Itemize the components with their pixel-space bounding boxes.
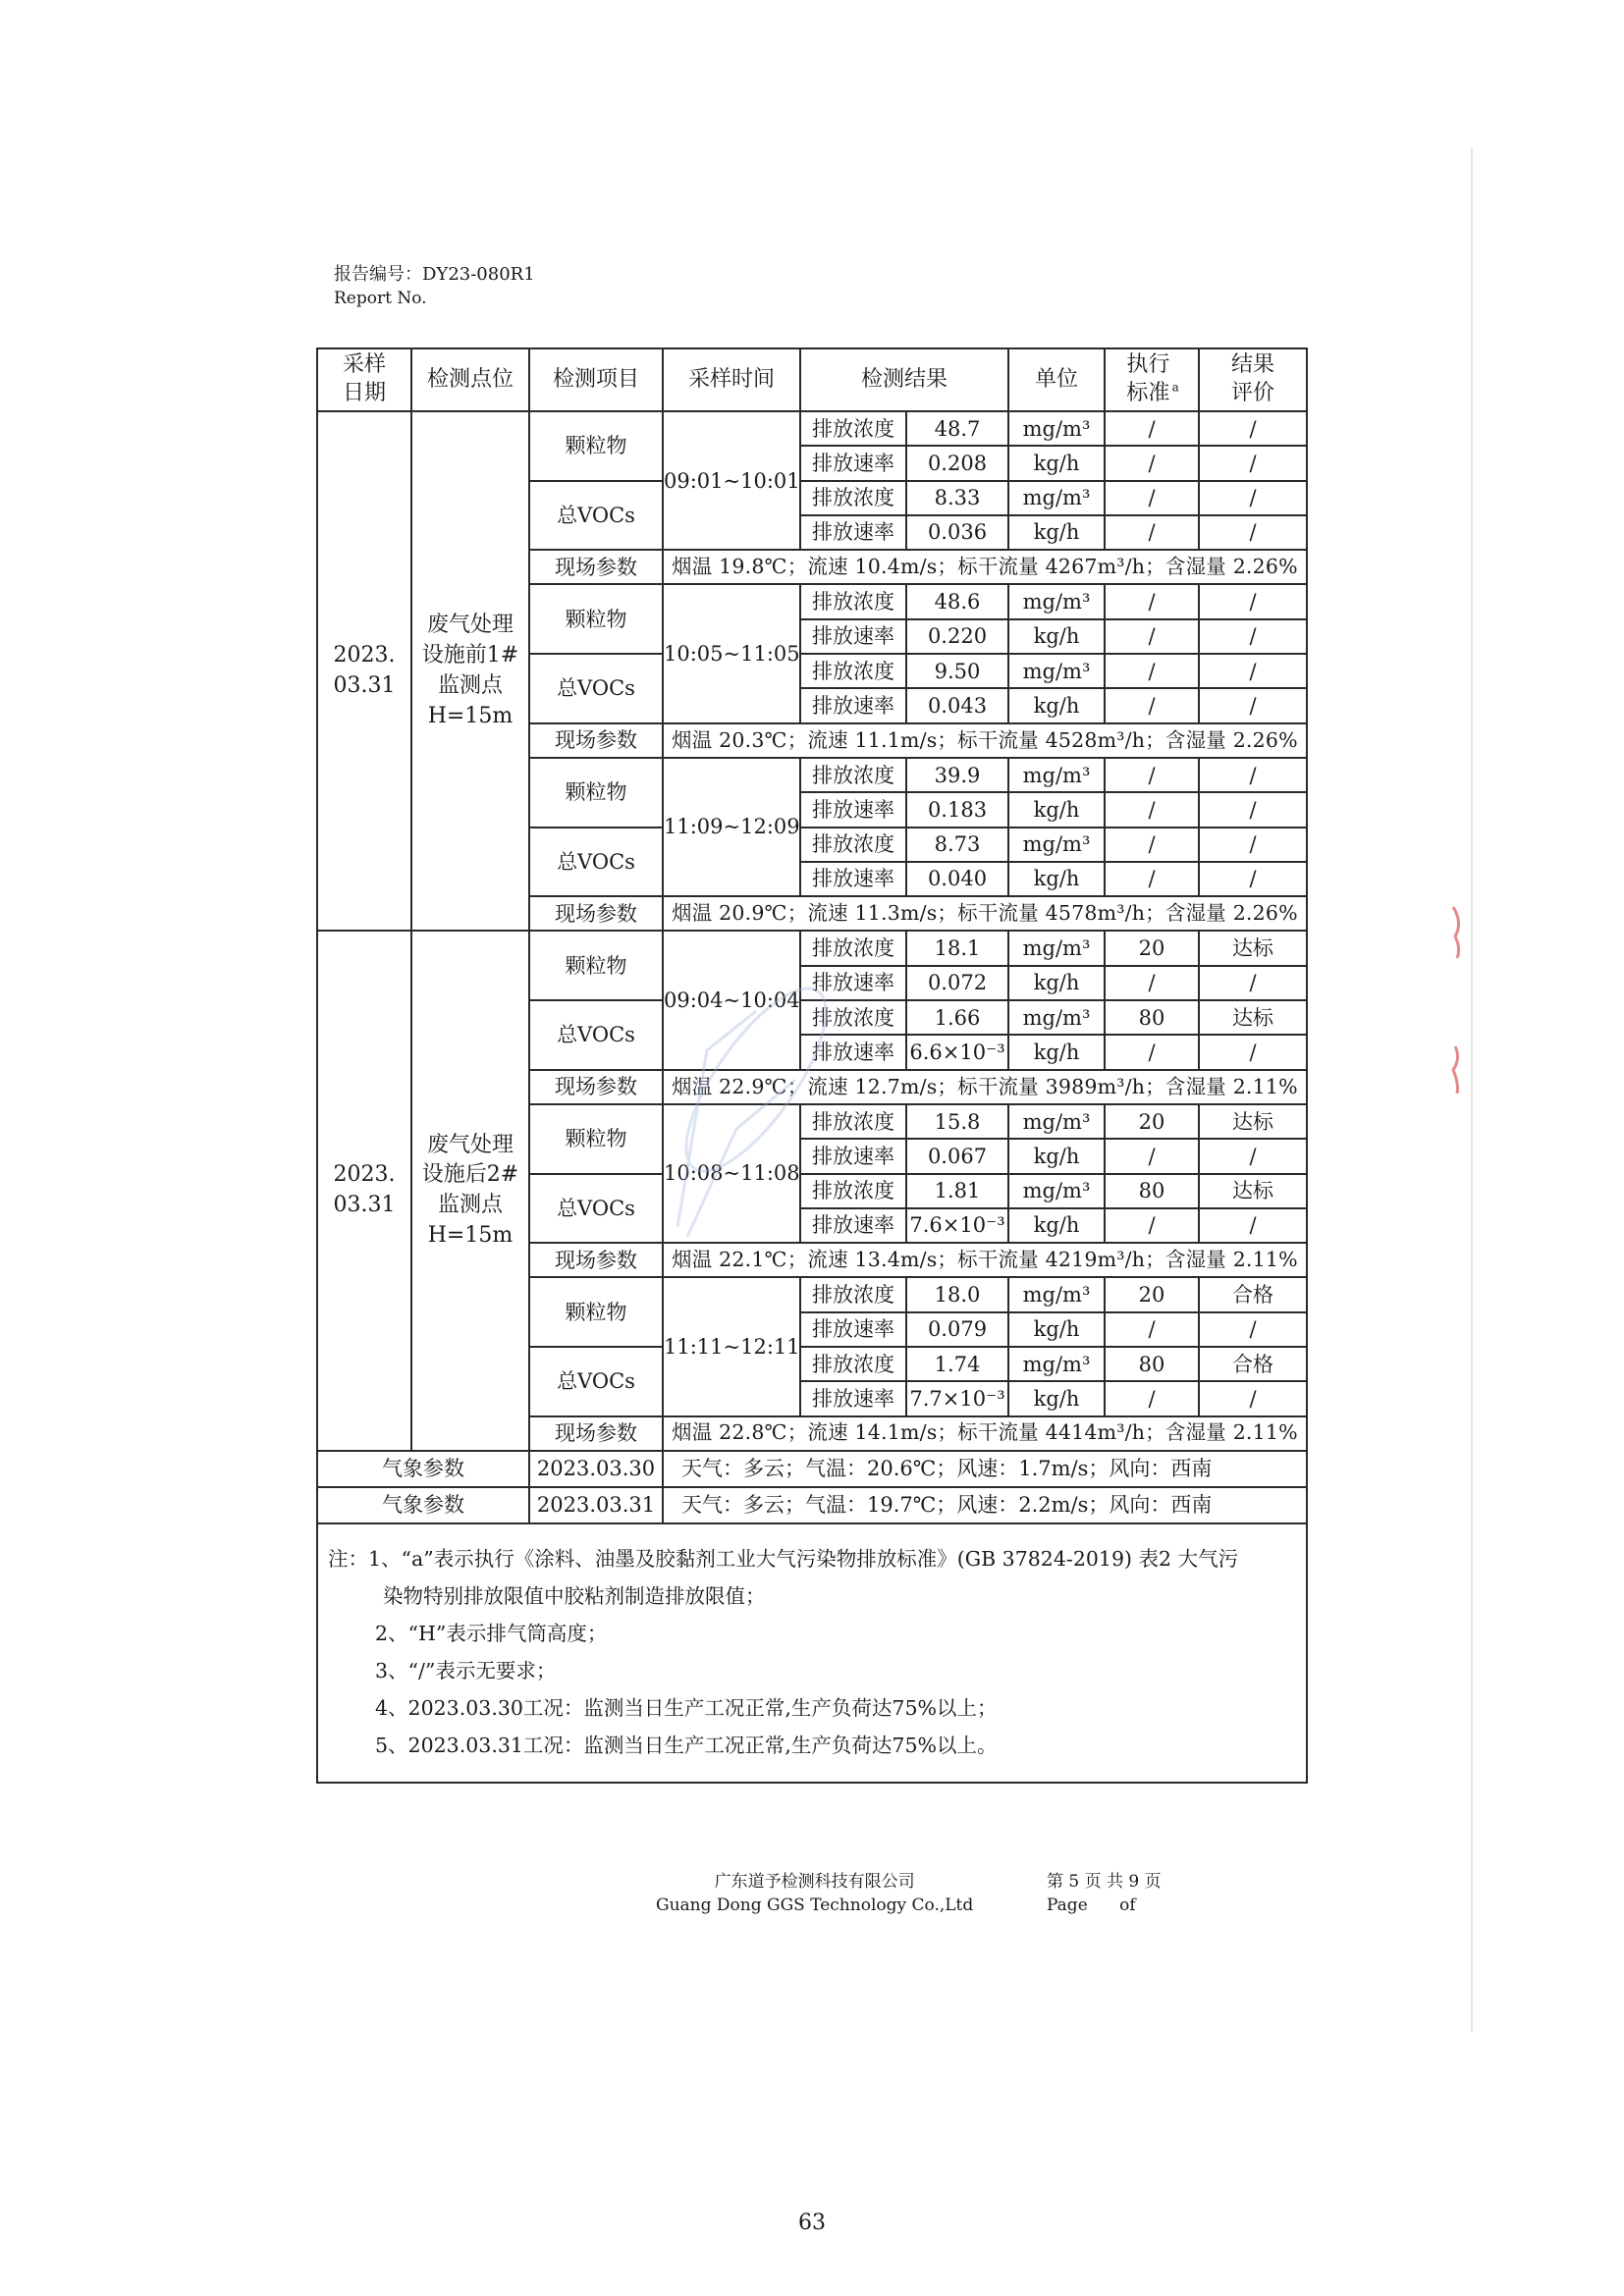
unit-cell: kg/h — [1008, 862, 1105, 896]
unit-cell: mg/m³ — [1008, 931, 1105, 965]
test-item-cell: 颗粒物 — [529, 411, 663, 481]
unit-cell: mg/m³ — [1008, 1174, 1105, 1208]
site-params-label: 现场参数 — [529, 1070, 663, 1104]
standard-cell: / — [1105, 411, 1199, 446]
standard-cell: / — [1105, 758, 1199, 792]
header-item: 检测项目 — [529, 348, 663, 411]
header-time: 采样时间 — [663, 348, 800, 411]
evaluation-cell: / — [1199, 828, 1307, 862]
unit-cell: mg/m³ — [1008, 1347, 1105, 1381]
standard-cell: / — [1105, 828, 1199, 862]
header-evaluation-text: 结果评价 — [1231, 352, 1275, 405]
report-number — [334, 263, 535, 310]
standard-cell: 20 — [1105, 931, 1199, 965]
report-number-label-en: Report No. — [334, 289, 427, 308]
header-evaluation — [1199, 348, 1307, 411]
meteorology-value: 天气：多云；气温：19.7℃；风速：2.2m/s；风向：西南 — [663, 1487, 1307, 1523]
metric-label-cell: 排放浓度 — [800, 654, 906, 688]
result-value-cell: 15.8 — [906, 1104, 1008, 1139]
header-date — [317, 348, 411, 411]
metric-label-cell: 排放浓度 — [800, 931, 906, 965]
metric-label-cell: 排放速率 — [800, 966, 906, 1000]
footer-page-cn: 第 5 页 共 9 页 — [1047, 1872, 1162, 1892]
header-standard — [1105, 348, 1199, 411]
unit-cell: kg/h — [1008, 792, 1105, 827]
evaluation-cell: / — [1199, 619, 1307, 654]
site-params-value: 烟温 22.9℃；流速 12.7m/s；标干流量 3989m³/h；含湿量 2.11% — [663, 1070, 1307, 1104]
site-params-label: 现场参数 — [529, 723, 663, 758]
metric-label-cell: 排放速率 — [800, 515, 906, 550]
unit-cell: kg/h — [1008, 688, 1105, 722]
result-value-cell: 7.7×10⁻³ — [906, 1381, 1008, 1415]
unit-cell: mg/m³ — [1008, 654, 1105, 688]
result-value-cell: 9.50 — [906, 654, 1008, 688]
metric-label-cell: 排放速率 — [800, 446, 906, 480]
test-item-cell: 总VOCs — [529, 1000, 663, 1070]
header-standard-text: 执行标准 — [1126, 352, 1170, 405]
standard-cell: 20 — [1105, 1277, 1199, 1311]
test-item-cell: 颗粒物 — [529, 1277, 663, 1347]
header-result: 检测结果 — [800, 348, 1008, 411]
site-params-label: 现场参数 — [529, 1416, 663, 1451]
sampling-time-cell: 10:05~11:05 — [663, 584, 800, 722]
page-number: 63 — [798, 2211, 826, 2235]
result-value-cell: 7.6×10⁻³ — [906, 1208, 1008, 1243]
standard-cell: / — [1105, 584, 1199, 618]
evaluation-cell: / — [1199, 792, 1307, 827]
metric-label-cell: 排放浓度 — [800, 411, 906, 446]
unit-cell: mg/m³ — [1008, 828, 1105, 862]
unit-cell: mg/m³ — [1008, 1104, 1105, 1139]
result-value-cell: 0.208 — [906, 446, 1008, 480]
metric-label-cell: 排放浓度 — [800, 1104, 906, 1139]
test-item-cell: 颗粒物 — [529, 584, 663, 654]
unit-cell: mg/m³ — [1008, 481, 1105, 515]
metric-label-cell: 排放速率 — [800, 862, 906, 896]
monitoring-site-cell: 废气处理 设施后2# 监测点 H=15m — [411, 931, 529, 1450]
result-value-cell: 8.33 — [906, 481, 1008, 515]
footer-company — [656, 1870, 973, 1917]
unit-cell: kg/h — [1008, 515, 1105, 550]
evaluation-cell: / — [1199, 966, 1307, 1000]
metric-label-cell: 排放速率 — [800, 1312, 906, 1347]
metric-label-cell: 排放速率 — [800, 792, 906, 827]
footer-company-cn: 广东道予检测科技有限公司 — [714, 1872, 915, 1892]
evaluation-cell: / — [1199, 481, 1307, 515]
note-5: 5、2023.03.31工况：监测当日生产工况正常,生产负荷达75%以上。 — [375, 1733, 998, 1757]
meteorology-date: 2023.03.30 — [529, 1451, 663, 1487]
result-value-cell: 0.072 — [906, 966, 1008, 1000]
scan-edge-line — [1471, 147, 1473, 2032]
evaluation-cell: / — [1199, 688, 1307, 722]
metric-label-cell: 排放速率 — [800, 619, 906, 654]
unit-cell: kg/h — [1008, 966, 1105, 1000]
evaluation-cell: / — [1199, 862, 1307, 896]
unit-cell: mg/m³ — [1008, 584, 1105, 618]
standard-cell: / — [1105, 446, 1199, 480]
standard-cell: 80 — [1105, 1347, 1199, 1381]
standard-cell: 20 — [1105, 1104, 1199, 1139]
result-value-cell: 39.9 — [906, 758, 1008, 792]
unit-cell: kg/h — [1008, 619, 1105, 654]
red-seal-fragment-lower — [1449, 1041, 1467, 1099]
site-params-label: 现场参数 — [529, 1243, 663, 1277]
standard-cell: / — [1105, 654, 1199, 688]
test-item-cell: 总VOCs — [529, 481, 663, 551]
meteorology-label: 气象参数 — [317, 1487, 529, 1523]
test-item-cell: 颗粒物 — [529, 931, 663, 1000]
evaluation-cell: / — [1199, 515, 1307, 550]
header-site: 检测点位 — [411, 348, 529, 411]
header-standard-sup: a — [1171, 380, 1179, 395]
metric-label-cell: 排放浓度 — [800, 1277, 906, 1311]
site-params-value: 烟温 22.1℃；流速 13.4m/s；标干流量 4219m³/h；含湿量 2.11% — [663, 1243, 1307, 1277]
evaluation-cell: 达标 — [1199, 931, 1307, 965]
unit-cell: mg/m³ — [1008, 758, 1105, 792]
metric-label-cell: 排放浓度 — [800, 758, 906, 792]
evaluation-cell: / — [1199, 584, 1307, 618]
metric-label-cell: 排放浓度 — [800, 584, 906, 618]
result-value-cell: 48.7 — [906, 411, 1008, 446]
metric-label-cell: 排放浓度 — [800, 1000, 906, 1035]
metric-label-cell: 排放速率 — [800, 1208, 906, 1243]
standard-cell: / — [1105, 515, 1199, 550]
standard-cell: / — [1105, 966, 1199, 1000]
standard-cell: / — [1105, 619, 1199, 654]
notes-row — [317, 1523, 1307, 1783]
site-params-label: 现场参数 — [529, 896, 663, 931]
evaluation-cell: / — [1199, 1035, 1307, 1069]
evaluation-cell: / — [1199, 1139, 1307, 1173]
evaluation-cell: 合格 — [1199, 1347, 1307, 1381]
unit-cell: mg/m³ — [1008, 411, 1105, 446]
header-date-text: 采样日期 — [342, 352, 386, 405]
standard-cell: / — [1105, 1035, 1199, 1069]
footer-page-en: Page of — [1047, 1896, 1136, 1915]
evaluation-cell: / — [1199, 1208, 1307, 1243]
unit-cell: kg/h — [1008, 446, 1105, 480]
note-1-continued: 染物特别排放限值中胶粘剂制造排放限值； — [383, 1583, 766, 1608]
evaluation-cell: / — [1199, 758, 1307, 792]
result-value-cell: 0.067 — [906, 1139, 1008, 1173]
result-value-cell: 0.043 — [906, 688, 1008, 722]
meteorology-label: 气象参数 — [317, 1451, 529, 1487]
evaluation-cell: / — [1199, 1381, 1307, 1415]
meteorology-row — [317, 1451, 1307, 1487]
standard-cell: / — [1105, 1381, 1199, 1415]
footer-company-en: Guang Dong GGS Technology Co.,Ltd — [656, 1896, 974, 1915]
evaluation-cell: / — [1199, 411, 1307, 446]
unit-cell: kg/h — [1008, 1208, 1105, 1243]
note-3: 3、“/”表示无要求； — [375, 1658, 557, 1682]
site-params-value: 烟温 22.8℃；流速 14.1m/s；标干流量 4414m³/h；含湿量 2.11% — [663, 1416, 1307, 1451]
evaluation-cell: / — [1199, 1312, 1307, 1347]
unit-cell: mg/m³ — [1008, 1000, 1105, 1035]
company-stamp-watermark — [648, 933, 844, 1266]
metric-label-cell: 排放浓度 — [800, 1174, 906, 1208]
standard-cell: / — [1105, 1208, 1199, 1243]
evaluation-cell: / — [1199, 446, 1307, 480]
result-value-cell: 0.220 — [906, 619, 1008, 654]
red-seal-fragment-upper — [1449, 903, 1467, 962]
unit-cell: kg/h — [1008, 1139, 1105, 1173]
unit-cell: mg/m³ — [1008, 1277, 1105, 1311]
site-params-value: 烟温 19.8℃；流速 10.4m/s；标干流量 4267m³/h；含湿量 2.26% — [663, 550, 1307, 584]
metric-label-cell: 排放速率 — [800, 1139, 906, 1173]
result-value-cell: 1.81 — [906, 1174, 1008, 1208]
sampling-time-cell: 09:01~10:01 — [663, 411, 800, 550]
site-params-value: 烟温 20.9℃；流速 11.3m/s；标干流量 4578m³/h；含湿量 2.26% — [663, 896, 1307, 931]
result-value-cell: 8.73 — [906, 828, 1008, 862]
result-value-cell: 0.183 — [906, 792, 1008, 827]
evaluation-cell: 合格 — [1199, 1277, 1307, 1311]
metric-label-cell: 排放速率 — [800, 688, 906, 722]
header-unit: 单位 — [1008, 348, 1105, 411]
test-item-cell: 总VOCs — [529, 1347, 663, 1416]
evaluation-cell: 达标 — [1199, 1174, 1307, 1208]
table-row — [317, 411, 1307, 446]
result-value-cell: 0.040 — [906, 862, 1008, 896]
note-4: 4、2023.03.30工况：监测当日生产工况正常,生产负荷达75%以上； — [375, 1695, 998, 1720]
sampling-time-cell: 10:08~11:08 — [663, 1104, 800, 1243]
footer-pager — [1047, 1870, 1162, 1917]
sampling-time-cell: 11:09~12:09 — [663, 758, 800, 896]
standard-cell: / — [1105, 1139, 1199, 1173]
unit-cell: kg/h — [1008, 1035, 1105, 1069]
test-item-cell: 总VOCs — [529, 1174, 663, 1244]
standard-cell: 80 — [1105, 1000, 1199, 1035]
meteorology-value: 天气：多云；气温：20.6℃；风速：1.7m/s；风向：西南 — [663, 1451, 1307, 1487]
standard-cell: / — [1105, 481, 1199, 515]
note-1: 注：1、“a”表示执行《涂料、油墨及胶黏剂工业大气污染物排放标准》(GB 37824-2019) 表2 大气污 — [328, 1546, 1239, 1571]
result-value-cell: 6.6×10⁻³ — [906, 1035, 1008, 1069]
standard-cell: / — [1105, 862, 1199, 896]
metric-label-cell: 排放速率 — [800, 1035, 906, 1069]
test-item-cell: 颗粒物 — [529, 758, 663, 828]
meteorology-date: 2023.03.31 — [529, 1487, 663, 1523]
report-number-label: 报告编号：DY23-080R1 — [334, 264, 535, 285]
meteorology-row — [317, 1487, 1307, 1523]
evaluation-cell: 达标 — [1199, 1000, 1307, 1035]
result-value-cell: 1.74 — [906, 1347, 1008, 1381]
unit-cell: kg/h — [1008, 1381, 1105, 1415]
result-value-cell: 0.079 — [906, 1312, 1008, 1347]
result-value-cell: 48.6 — [906, 584, 1008, 618]
standard-cell: / — [1105, 1312, 1199, 1347]
test-item-cell: 颗粒物 — [529, 1104, 663, 1174]
metric-label-cell: 排放浓度 — [800, 1347, 906, 1381]
evaluation-cell: 达标 — [1199, 1104, 1307, 1139]
test-item-cell: 总VOCs — [529, 828, 663, 897]
notes-cell — [317, 1523, 1307, 1783]
sampling-time-cell: 09:04~10:04 — [663, 931, 800, 1069]
metric-label-cell: 排放浓度 — [800, 828, 906, 862]
site-params-value: 烟温 20.3℃；流速 11.1m/s；标干流量 4528m³/h；含湿量 2.26% — [663, 723, 1307, 758]
evaluation-cell: / — [1199, 654, 1307, 688]
monitoring-site-cell: 废气处理 设施前1# 监测点 H=15m — [411, 411, 529, 931]
sampling-date-cell: 2023. 03.31 — [317, 931, 411, 1450]
result-value-cell: 0.036 — [906, 515, 1008, 550]
result-value-cell: 18.0 — [906, 1277, 1008, 1311]
standard-cell: 80 — [1105, 1174, 1199, 1208]
metric-label-cell: 排放速率 — [800, 1381, 906, 1415]
note-2: 2、“H”表示排气筒高度； — [375, 1621, 608, 1645]
metric-label-cell: 排放浓度 — [800, 481, 906, 515]
site-params-label: 现场参数 — [529, 550, 663, 584]
table-header-row — [317, 348, 1307, 411]
standard-cell: / — [1105, 688, 1199, 722]
result-value-cell: 1.66 — [906, 1000, 1008, 1035]
sampling-date-cell: 2023. 03.31 — [317, 411, 411, 931]
test-item-cell: 总VOCs — [529, 654, 663, 723]
result-value-cell: 18.1 — [906, 931, 1008, 965]
unit-cell: kg/h — [1008, 1312, 1105, 1347]
standard-cell: / — [1105, 792, 1199, 827]
sampling-time-cell: 11:11~12:11 — [663, 1277, 800, 1415]
